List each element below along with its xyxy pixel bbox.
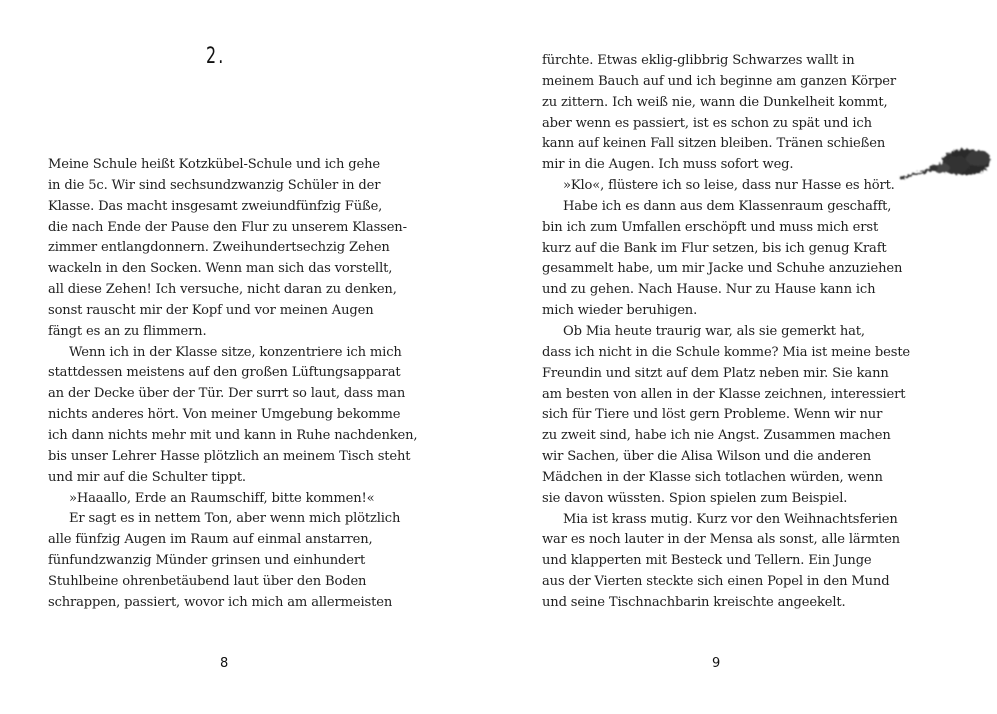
left-page (0, 0, 498, 714)
text-line: all diese Zehen! Ich versuche, nicht daran zu denken, (48, 282, 397, 298)
text-line: wackeln in den Socken. Wenn man sich das vorstellt, (48, 261, 393, 277)
text-line: bis unser Lehrer Hasse plötzlich an meinem Tisch steht (48, 448, 411, 464)
text-line: dass ich nicht in die Schule komme? Mia ist meine beste (542, 344, 911, 360)
text-line: stattdessen meistens auf den großen Lüftungsapparat (48, 365, 401, 381)
right-page-body (542, 51, 910, 614)
right-page (498, 0, 997, 714)
text-line: bin ich zum Umfallen erschöpft und muss mich erst (542, 219, 879, 235)
text-line: fünfundzwanzig Münder grinsen und einhundert (48, 553, 366, 569)
text-line: gesammelt habe, um mir Jacke und Schuhe anzuziehen (542, 261, 903, 277)
text-line: Mia ist krass mutig. Kurz vor den Weihnachtsferien (563, 511, 898, 527)
text-line: an der Decke über der Tür. Der surrt so laut, dass man (48, 386, 406, 402)
text-line: wir Sachen, über die Alisa Wilson und die anderen (542, 449, 872, 465)
text-line: aus der Vierten steckte sich einen Popel in den Mund (542, 574, 890, 590)
text-line: Wenn ich in der Klasse sitze, konzentriere ich mich (69, 344, 402, 360)
text-line: fängt es an zu flimmern. (48, 323, 207, 339)
ink-smoke-illustration-icon (898, 132, 997, 192)
text-line: und seine Tischnachbarin kreischte angeekelt. (542, 594, 846, 610)
text-line: ich dann nichts mehr mit und kann in Ruhe nachdenken, (48, 427, 418, 443)
text-line: schrappen, passiert, wovor ich mich am allermeisten (48, 594, 393, 610)
text-line: sie davon wüssten. Spion spielen zum Beispiel. (542, 490, 848, 506)
text-line: Stuhlbeine ohrenbetäubend laut über den Boden (48, 573, 367, 589)
chapter-heading: 2. (206, 44, 226, 69)
text-line: war es noch lauter in der Mensa als sonst, alle lärmten (542, 532, 900, 548)
text-line: sich für Tiere und löst gern Probleme. Wenn wir nur (542, 407, 883, 423)
text-line: sonst rauscht mir der Kopf und vor meinen Augen (48, 302, 374, 318)
text-line: kann auf keinen Fall sitzen bleiben. Tränen schießen (542, 136, 886, 152)
text-line: »Klo«, flüstere ich so leise, dass nur Hasse es hört. (563, 178, 895, 194)
text-line: »Haaallo, Erde an Raumschiff, bitte kommen!« (69, 490, 375, 506)
text-line: und zu gehen. Nach Hause. Nur zu Hause kann ich (542, 282, 876, 298)
text-line: zu zittern. Ich weiß nie, wann die Dunkelheit kommt, (542, 94, 888, 110)
page-number-right: 9 (712, 656, 721, 671)
text-line: zimmer entlangdonnern. Zweihundertsechzig Zehen (48, 240, 390, 256)
text-line: aber wenn es passiert, ist es schon zu spät und ich (542, 115, 872, 131)
text-line: Meine Schule heißt Kotzkübel-Schule und ich gehe (48, 157, 380, 172)
text-line: meinem Bauch auf und ich beginne am ganzen Körper (542, 73, 897, 89)
text-line: mir in die Augen. Ich muss sofort weg. (542, 157, 794, 173)
text-line: kurz auf die Bank im Flur setzen, bis ich genug Kraft (542, 240, 887, 256)
text-line: am besten von allen in der Klasse zeichnen, interessiert (542, 386, 906, 402)
text-line: Ob Mia heute traurig war, als sie gemerkt hat, (563, 323, 865, 339)
text-line: Er sagt es in nettem Ton, aber wenn mich plötzlich (69, 511, 401, 527)
text-line: in die 5c. Wir sind sechsundzwanzig Schüler in der (48, 177, 381, 193)
text-line: mich wieder beruhigen. (542, 303, 698, 319)
text-line: Habe ich es dann aus dem Klassenraum geschafft, (563, 198, 892, 214)
text-line: nichts anderes hört. Von meiner Umgebung bekomme (48, 407, 401, 423)
text-line: und mir auf die Schulter tippt. (48, 469, 246, 485)
text-line: die nach Ende der Pause den Flur zu unserem Klassen- (48, 219, 407, 235)
page-number-left: 8 (220, 656, 229, 671)
text-line: alle fünfzig Augen im Raum auf einmal anstarren, (48, 532, 373, 548)
text-line: Freundin und sitzt auf dem Platz neben mir. Sie kann (542, 365, 889, 381)
text-line: und klapperten mit Besteck und Tellern. Ein Junge (542, 553, 872, 569)
left-page-body (48, 155, 417, 614)
text-line: Mädchen in der Klasse sich totlachen würden, wenn (542, 469, 883, 485)
text-line: zu zweit sind, habe ich nie Angst. Zusammen machen (542, 428, 891, 444)
text-line: Klasse. Das macht insgesamt zweiundfünfzig Füße, (48, 198, 383, 214)
text-line: fürchte. Etwas eklig-glibbrig Schwarzes wallt in (542, 53, 855, 68)
